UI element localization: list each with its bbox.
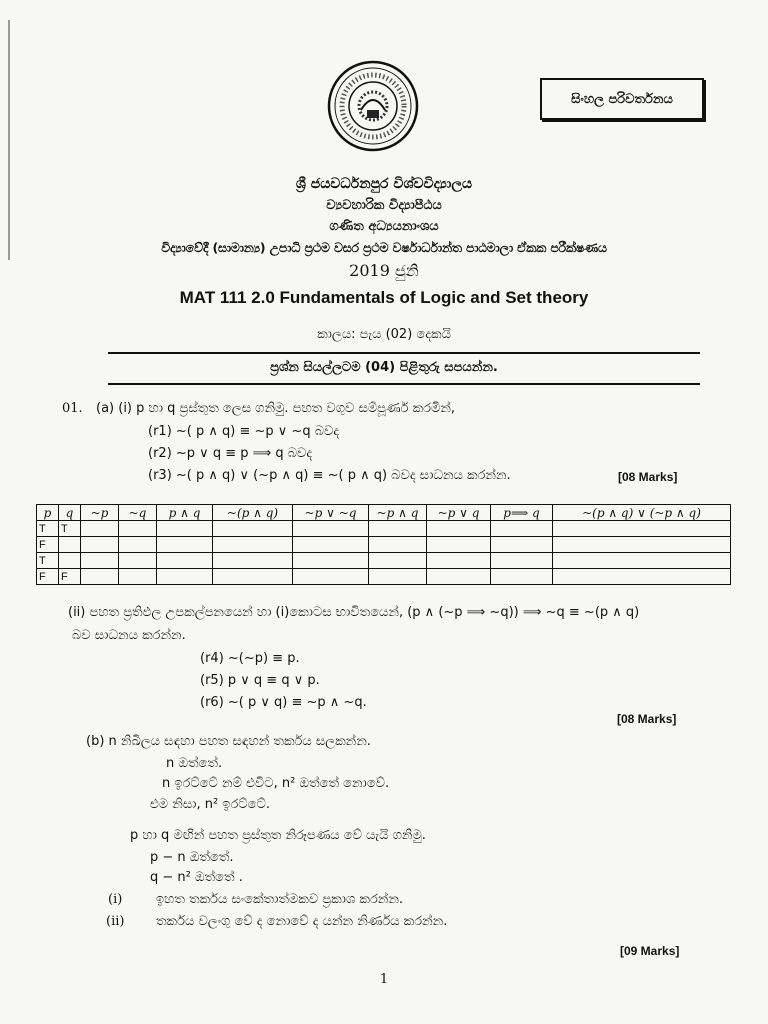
course-title: MAT 111 2.0 Fundamentals of Logic and Set theory	[179, 288, 589, 307]
header-not-p-and-q: ~(p ∧ q)	[213, 505, 293, 521]
version-label-box: සිංහල පරිවර්තනය	[540, 78, 704, 120]
table-row	[37, 553, 731, 569]
header-not-p-or-q: ~p ∨ q	[427, 505, 491, 521]
empty-cell	[119, 521, 157, 537]
empty-cell	[369, 537, 427, 553]
cell-p: F	[37, 537, 59, 553]
empty-cell	[293, 521, 369, 537]
empty-cell	[427, 553, 491, 569]
empty-cell	[369, 569, 427, 585]
page-number: 1	[379, 972, 389, 987]
empty-cell	[491, 569, 553, 585]
empty-cell	[369, 521, 427, 537]
cell-p: T	[37, 521, 59, 537]
cell-q: F	[59, 569, 81, 585]
empty-cell	[553, 553, 731, 569]
faculty-name: ව්‍යවහාරික විද්‍යාපීඨය	[326, 198, 442, 213]
department-name: ගණිත අධ්‍යයනාංශය	[329, 219, 439, 234]
definition-q: q − n² ඔත්තේ .	[150, 870, 243, 885]
empty-cell	[553, 569, 731, 585]
empty-cell	[119, 553, 157, 569]
rule-r1: (r1) ~( p ∧ q) ≡ ~p ∨ ~q බවද	[148, 424, 340, 439]
empty-cell	[81, 553, 119, 569]
argument-line-3: එම නිසා, n² ඉරට්ටේ.	[150, 797, 270, 812]
empty-cell	[553, 537, 731, 553]
empty-cell	[427, 569, 491, 585]
empty-cell	[293, 569, 369, 585]
cell-q	[59, 537, 81, 553]
empty-cell	[157, 521, 213, 537]
empty-cell	[213, 569, 293, 585]
university-seal-icon	[327, 60, 419, 152]
empty-cell	[293, 537, 369, 553]
empty-cell	[119, 569, 157, 585]
header-compound: ~(p ∧ q) ∨ (~p ∧ q)	[553, 505, 731, 521]
empty-cell	[491, 537, 553, 553]
empty-cell	[157, 569, 213, 585]
q1-a-i-intro: (a) (i) p හා q ප්‍රස්තුත ලෙස ගනිමු. පහත වගුව සම්පූර්ණ කරමින්,	[96, 401, 456, 416]
header-not-p-or-not-q: ~p ∨ ~q	[293, 505, 369, 521]
rule-r4: (r4) ~(~p) ≡ p.	[200, 651, 300, 666]
header-p-and-q: p ∧ q	[157, 505, 213, 521]
cell-p: T	[37, 553, 59, 569]
header-p: p	[37, 505, 59, 521]
cell-q	[59, 553, 81, 569]
empty-cell	[81, 521, 119, 537]
empty-cell	[81, 537, 119, 553]
table-row	[37, 537, 731, 553]
empty-cell	[427, 537, 491, 553]
table-row	[37, 569, 731, 585]
empty-cell	[213, 553, 293, 569]
rule-r2: (r2) ~p ∨ q ≡ p ⟹ q බවද	[148, 446, 313, 461]
header-not-p-and-q-2: ~p ∧ q	[369, 505, 427, 521]
definition-p: p − n ඔත්තේ.	[150, 850, 234, 865]
marks-a-i: [08 Marks]	[618, 470, 678, 484]
empty-cell	[81, 569, 119, 585]
truth-table	[36, 504, 731, 585]
exam-duration: කාලය: පැය (02) දෙකයි	[317, 327, 451, 342]
q1-a-ii-tail: බව සාධනය කරන්න.	[72, 628, 186, 643]
rule-r5: (r5) p ∨ q ≡ q ∨ p.	[200, 673, 320, 688]
empty-cell	[369, 553, 427, 569]
marks-b: [09 Marks]	[620, 944, 680, 958]
empty-cell	[553, 521, 731, 537]
instructions: ප්‍රශ්න සියල්ලටම (04) පිළිතුරු සපයන්න.	[270, 360, 498, 375]
header-q: q	[59, 505, 81, 521]
empty-cell	[427, 521, 491, 537]
truth-table-header-row	[37, 505, 731, 521]
subpart-i-text: ඉහත තර්කය සංකේතාත්මකව ප්‍රකාශ කරන්න.	[156, 892, 404, 907]
q1-b-intro: (b) n නිඛිලය සඳහා පහත සඳහන් තර්කය සලකන්න.	[86, 734, 371, 749]
cell-p: F	[37, 569, 59, 585]
header-not-q: ~q	[119, 505, 157, 521]
empty-cell	[213, 537, 293, 553]
header-not-p: ~p	[81, 505, 119, 521]
empty-cell	[157, 553, 213, 569]
q1-a-ii-intro: (ii) පහත ප්‍රතිඵල උපකල්පනයෙන් හා (i)කොටස භාවිතයෙන්, (p ∧ (~p ⟹ ~q)) ⟹ ~q ≡ ~(p ∧ q)	[68, 605, 640, 620]
q1-b-definition: p හා q මඟින් පහත ප්‍රස්තුත නිරූපණය වේ යැයි ගනිමු.	[130, 828, 426, 843]
cell-q: T	[59, 521, 81, 537]
table-row	[37, 521, 731, 537]
empty-cell	[491, 521, 553, 537]
university-name: ශ්‍රී ජයවර්ධනපුර විශ්වවිද්‍යාලය	[295, 176, 473, 192]
subpart-ii-text: තර්කය වලංගු වේ ද නොවේ ද යන්න නිර්ණය කරන්න.	[156, 914, 448, 929]
empty-cell	[119, 537, 157, 553]
empty-cell	[213, 521, 293, 537]
rule-r3: (r3) ~( p ∧ q) ∨ (~p ∧ q) ≡ ~( p ∧ q) බවද සාධනය කරන්න.	[148, 468, 511, 483]
argument-line-2: n ඉරට්ටේ නම් එවිට, n² ඔත්තේ නොවේ.	[162, 776, 390, 791]
empty-cell	[157, 537, 213, 553]
exam-year: 2019 ජුනි	[349, 261, 419, 280]
exam-title: විද්‍යාවේදී (සාමාන්‍ය) උපාධි ප්‍රථම වසර ප්‍රථම වර්ෂාර්ධාන්ත පාඨමාලා ඒකක පරීක්ෂණය	[161, 240, 607, 255]
subpart-ii-number: (ii)	[106, 914, 125, 929]
subpart-i-number: (i)	[108, 892, 123, 907]
question-number: 01.	[62, 401, 83, 416]
divider-top	[108, 352, 700, 354]
argument-line-1: n ඔත්තේ.	[166, 756, 223, 771]
empty-cell	[491, 553, 553, 569]
marks-a-ii: [08 Marks]	[617, 712, 677, 726]
empty-cell	[293, 553, 369, 569]
header-p-implies-q: p⟹ q	[491, 505, 553, 521]
divider-bottom	[108, 383, 700, 385]
rule-r6: (r6) ~( p ∨ q) ≡ ~p ∧ ~q.	[200, 695, 367, 710]
